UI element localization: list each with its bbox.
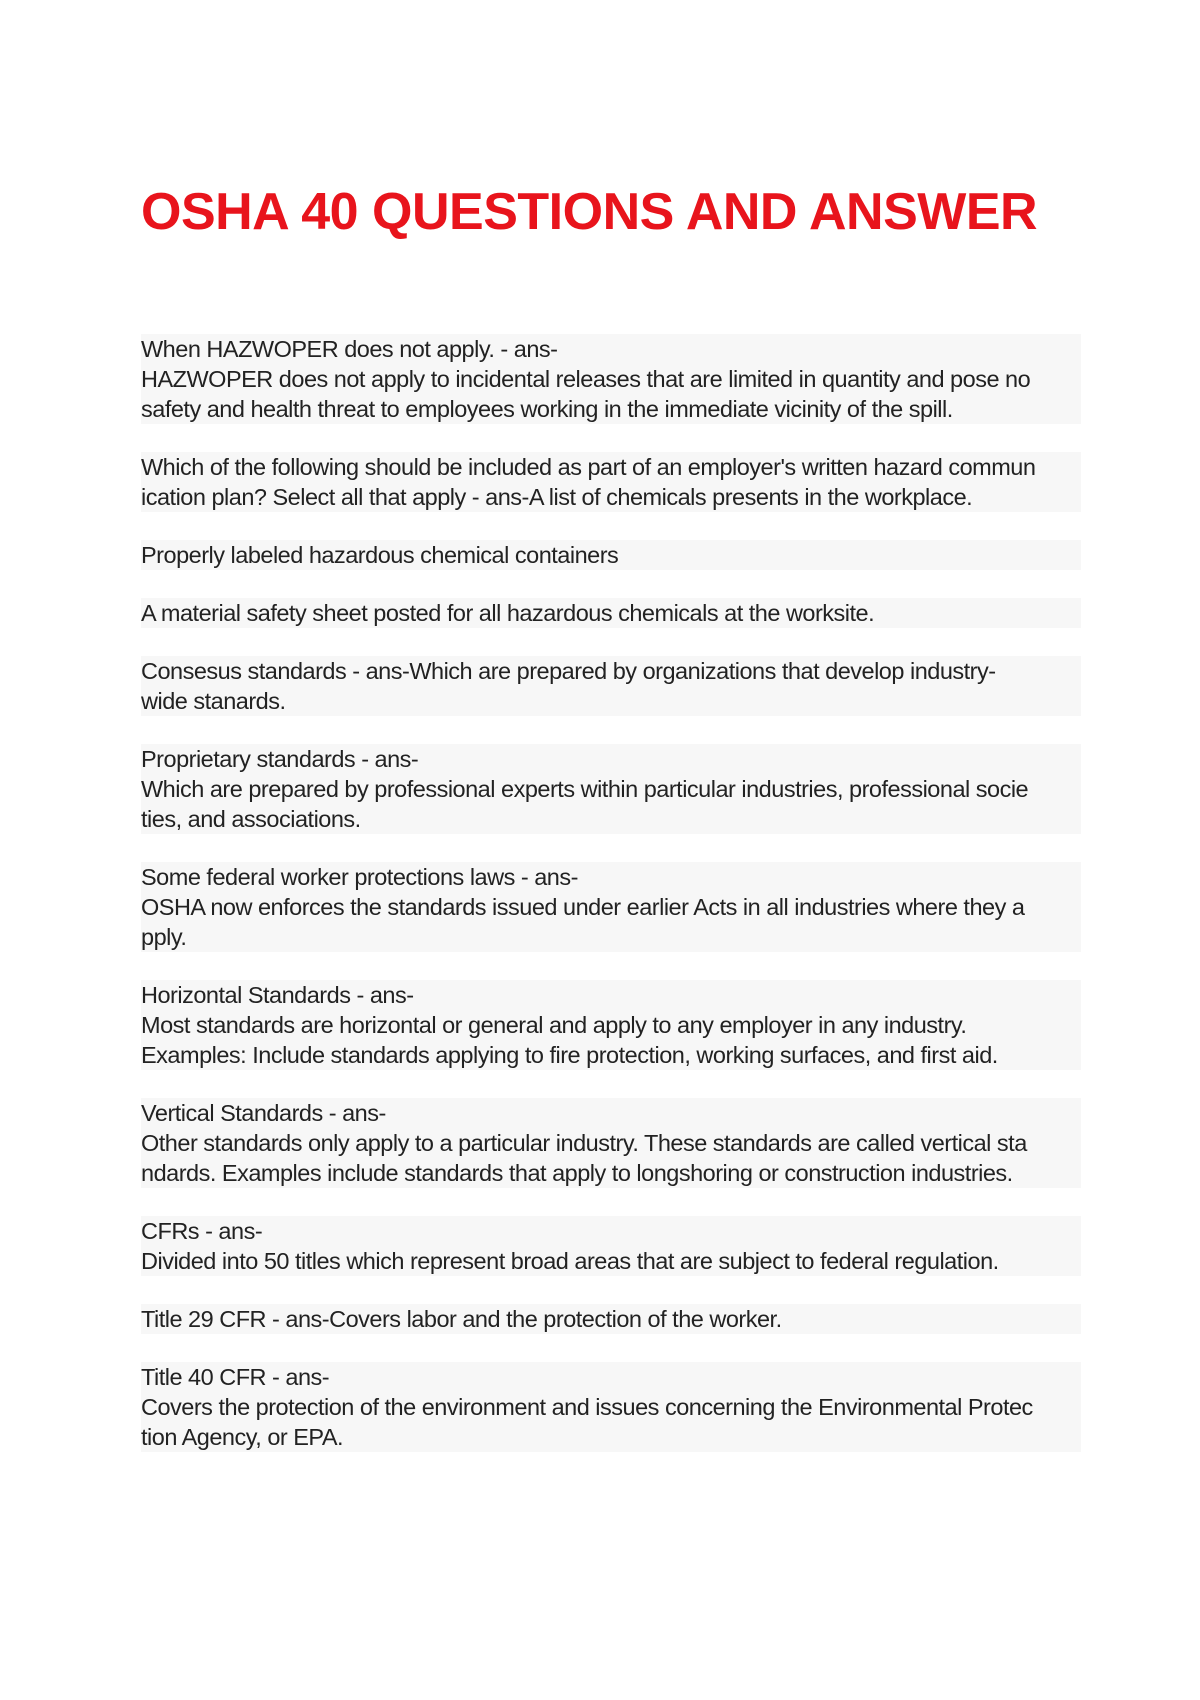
qa-line-text: Title 29 CFR - ans-Covers labor and the protection of the worker. (141, 1306, 782, 1332)
qa-line (141, 686, 1081, 716)
qa-line (141, 1304, 1081, 1334)
qa-item (141, 862, 1081, 952)
qa-line-text: Horizontal Standards - ans- (141, 982, 414, 1008)
qa-line-text: Vertical Standards - ans- (141, 1100, 386, 1126)
qa-item (141, 744, 1081, 834)
qa-line (141, 1422, 1081, 1452)
qa-item (141, 1304, 1081, 1334)
qa-line-text: Most standards are horizontal or general and apply to any employer in any industry. (141, 1012, 967, 1038)
qa-line-text: wide stanards. (141, 688, 286, 714)
qa-line (141, 1216, 1081, 1246)
qa-item (141, 598, 1081, 628)
qa-line-text: HAZWOPER does not apply to incidental releases that are limited in quantity and pose no (141, 366, 1031, 392)
qa-line (141, 1040, 1081, 1070)
qa-line-text: Consesus standards - ans-Which are prepared by organizations that develop industry- (141, 658, 996, 684)
qa-item (141, 540, 1081, 570)
qa-item (141, 1098, 1081, 1188)
qa-line (141, 1098, 1081, 1128)
qa-line-text: ties, and associations. (141, 806, 361, 832)
qa-line-text: pply. (141, 924, 187, 950)
qa-line (141, 1246, 1081, 1276)
qa-item (141, 980, 1081, 1070)
qa-line (141, 1010, 1081, 1040)
qa-item (141, 334, 1081, 424)
qa-item (141, 656, 1081, 716)
qa-line-text: Examples: Include standards applying to fire protection, working surfaces, and first aid. (141, 1042, 998, 1068)
qa-item (141, 1216, 1081, 1276)
qa-item (141, 1362, 1081, 1452)
qa-line-text: Proprietary standards - ans- (141, 746, 419, 772)
qa-line (141, 364, 1081, 394)
qa-line (141, 334, 1081, 364)
qa-list (141, 334, 1081, 1480)
qa-line (141, 452, 1081, 482)
qa-line (141, 744, 1081, 774)
qa-line-text: OSHA now enforces the standards issued under earlier Acts in all industries where they a (141, 894, 1025, 920)
qa-line-text: CFRs - ans- (141, 1218, 263, 1244)
document-title: OSHA 40 QUESTIONS AND ANSWER (141, 183, 1038, 241)
qa-line (141, 656, 1081, 686)
qa-line-text: Covers the protection of the environment and issues concerning the Environmental Protec (141, 1394, 1033, 1420)
qa-line (141, 482, 1081, 512)
qa-line (141, 862, 1081, 892)
qa-line-text: Which of the following should be included as part of an employer's written hazard commun (141, 454, 1036, 480)
qa-line (141, 1362, 1081, 1392)
qa-line-text: Properly labeled hazardous chemical containers (141, 542, 619, 568)
qa-line-text: Divided into 50 titles which represent broad areas that are subject to federal regulation. (141, 1248, 999, 1274)
qa-line-text: safety and health threat to employees working in the immediate vicinity of the spill. (141, 396, 953, 422)
qa-line-text: When HAZWOPER does not apply. - ans- (141, 336, 558, 362)
qa-line (141, 394, 1081, 424)
qa-line (141, 598, 1081, 628)
qa-line-text: ndards. Examples include standards that apply to longshoring or construction industries. (141, 1160, 1013, 1186)
qa-line (141, 804, 1081, 834)
qa-line (141, 774, 1081, 804)
qa-line-text: Title 40 CFR - ans- (141, 1364, 330, 1390)
qa-line-text: Other standards only apply to a particular industry. These standards are called vertical sta (141, 1130, 1027, 1156)
qa-line-text: A material safety sheet posted for all hazardous chemicals at the worksite. (141, 600, 875, 626)
qa-line-text: Which are prepared by professional experts within particular industries, professional socie (141, 776, 1029, 802)
qa-item (141, 452, 1081, 512)
qa-line (141, 980, 1081, 1010)
qa-line (141, 1128, 1081, 1158)
qa-line (141, 540, 1081, 570)
qa-line-text: Some federal worker protections laws - ans- (141, 864, 578, 890)
qa-line-text: tion Agency, or EPA. (141, 1424, 344, 1450)
qa-line (141, 1392, 1081, 1422)
qa-line (141, 1158, 1081, 1188)
qa-line (141, 922, 1081, 952)
qa-line-text: ication plan? Select all that apply - ans-A list of chemicals presents in the workplace. (141, 484, 973, 510)
qa-line (141, 892, 1081, 922)
